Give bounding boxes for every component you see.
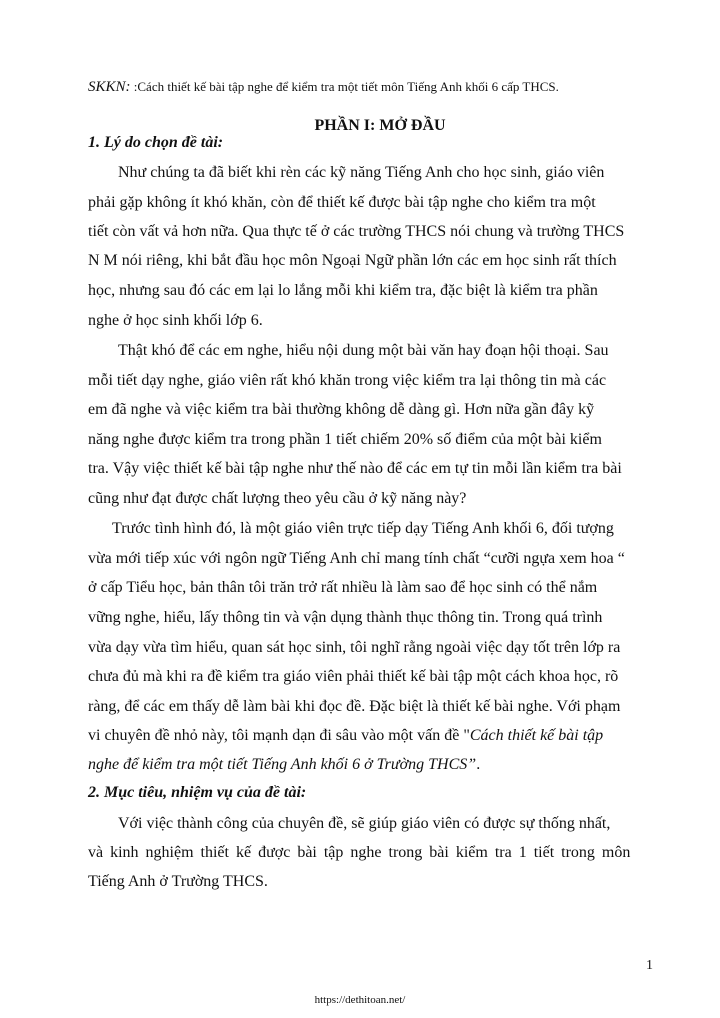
body-line: Trước tình hình đó, là một giáo viên trực tiếp dạy Tiếng Anh khối 6, đối tượng [112,520,614,537]
footer-url: https://dethitoan.net/ [314,994,406,1006]
body-line: N M nói riêng, khi bắt đầu học môn Ngoại Ngữ phần lớn các em học sinh rất thích [88,252,617,269]
body-line: Như chúng ta đã biết khi rèn các kỹ năng Tiếng Anh cho học sinh, giáo viên [118,164,605,181]
body-line: ràng, để các em thấy dễ làm bài khi đọc đề. Đặc biệt là thiết kế bài nghe. Với phạm [88,698,621,715]
section2-heading: 2. Mục tiêu, nhiệm vụ của đề tài: [88,784,307,801]
quoted-title-part2: nghe để kiểm tra một tiết Tiếng Anh khối 6 ở Trường THCS” [88,756,477,773]
body-line: nghe ở học sinh khối lớp 6. [88,312,263,329]
body-line: học, nhưng sau đó các em lại lo lắng mỗi khi kiểm tra, đặc biệt là kiểm tra phần [88,282,598,299]
body-line: vừa dạy vừa tìm hiểu, quan sát học sinh, tôi nghĩ rằng ngoài việc dạy tốt trên lớp ra [88,639,621,656]
body-line: và kinh nghiệm thiết kế được bài tập nghe trong bài kiểm tra 1 tiết trong môn [88,844,631,861]
body-line: tra. Vậy việc thiết kế bài tập nghe như thế nào để các em tự tin mỗi lần kiểm tra bài [88,460,622,477]
body-line: Tiếng Anh ở Trường THCS. [88,873,268,890]
part-title: PHẦN I: MỞ ĐẦU [314,117,446,134]
body-line: tiết còn vất vả hơn nữa. Qua thực tế ở các trường THCS nói chung và trường THCS [88,223,625,240]
body-line: ở cấp Tiểu học, bản thân tôi trăn trở rất nhiều là làm sao để học sinh có thể nắm [88,579,598,596]
body-line: vừa mới tiếp xúc với ngôn ngữ Tiếng Anh chỉ mang tính chất “cưỡi ngựa xem hoa “ [88,550,625,567]
body-line: chưa đủ mà khi ra đề kiểm tra giáo viên phải thiết kế bài tập một cách khoa học, rõ [88,668,619,685]
body-line-with-quote [88,727,603,745]
body-line-text: vi chuyên đề nhỏ này, tôi mạnh dạn đi sâu vào một vấn đề " [88,727,470,744]
body-line-with-quote [88,756,480,774]
section1-heading: 1. Lý do chọn đề tài: [88,134,224,151]
header-tag: SKKN: [88,79,131,95]
body-line: Thật khó để các em nghe, hiểu nội dung một bài văn hay đoạn hội thoại. Sau [118,342,609,359]
body-line: em đã nghe và việc kiểm tra bài thường không dễ dàng gì. Hơn nữa gần đây kỹ [88,401,595,418]
document-header [88,79,559,96]
quoted-title-part1: Cách thiết kế bài tập [469,727,604,744]
body-line: Với việc thành công của chuyên đề, sẽ giúp giáo viên có được sự thống nhất, [118,815,611,832]
body-line: mỗi tiết dạy nghe, giáo viên rất khó khăn trong việc kiểm tra lại thông tin mà các [88,372,607,389]
body-line: cũng như đạt được chất lượng theo yêu cầu ở kỹ năng này? [88,490,467,507]
body-line-text: . [476,756,481,773]
body-line: phải gặp không ít khó khăn, còn để thiết kế được bài tập nghe cho kiểm tra một [88,194,596,211]
header-title: :Cách thiết kế bài tập nghe để kiểm tra một tiết môn Tiếng Anh khối 6 cấp THCS. [133,79,559,94]
page-number: 1 [646,958,653,973]
body-line: vững nghe, hiểu, lấy thông tin và vận dụng thành thục thông tin. Trong quá trình [88,609,603,626]
body-line: năng nghe được kiểm tra trong phần 1 tiết chiếm 20% số điểm của một bài kiểm [88,431,602,448]
